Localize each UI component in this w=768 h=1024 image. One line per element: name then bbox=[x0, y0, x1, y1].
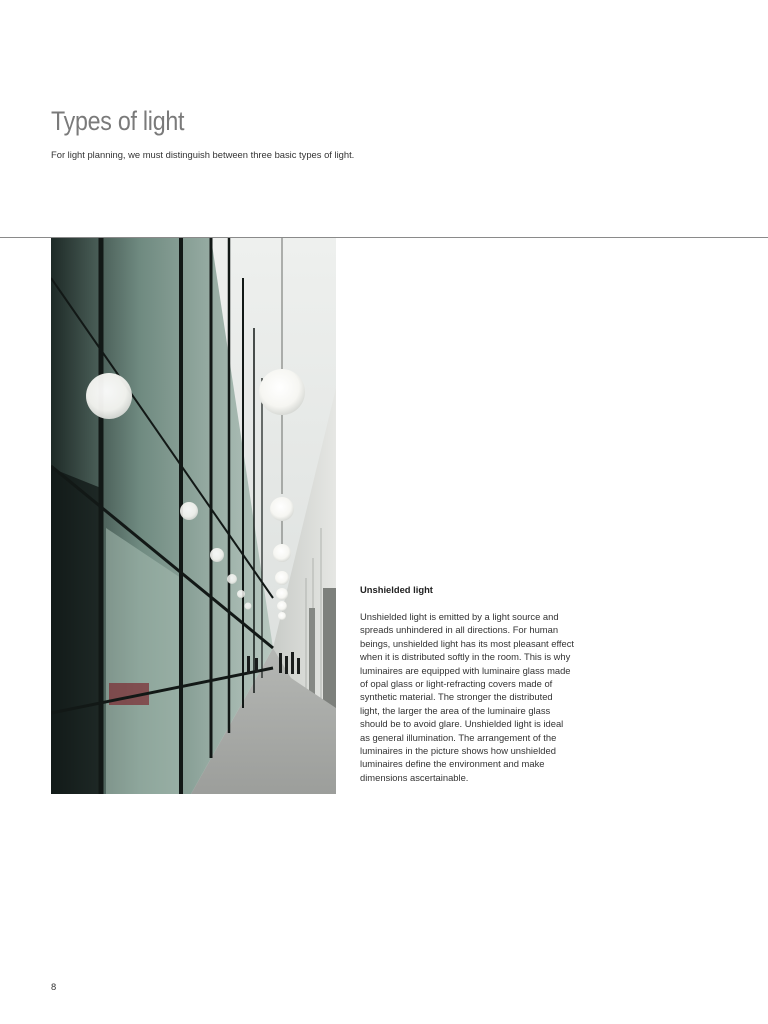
page-number: 8 bbox=[51, 981, 57, 992]
corridor-photo bbox=[51, 238, 336, 794]
page-title: Types of light bbox=[51, 106, 185, 136]
section-body-text: Unshielded light is emitted by a light source and spreads unhindered in all directions. For human beings, unshielded light has its most pleasant effect when it is distributed softly in the room. This is why luminaires are equipped with luminaire glass made of opal glass or light-refracting covers made of synthetic material. The stronger the distributed light, the larger the area of the luminaire glass should be to avoid glare. Unshielded light is ideal as general illumination. The arrangement of the luminaires in the picture shows how unshielded luminaires define the environment and make dimensions ascertainable. bbox=[360, 611, 575, 783]
section-heading: Unshielded light bbox=[360, 584, 433, 595]
page-subtitle: For light planning, we must distinguish between three basic types of light. bbox=[51, 149, 355, 160]
